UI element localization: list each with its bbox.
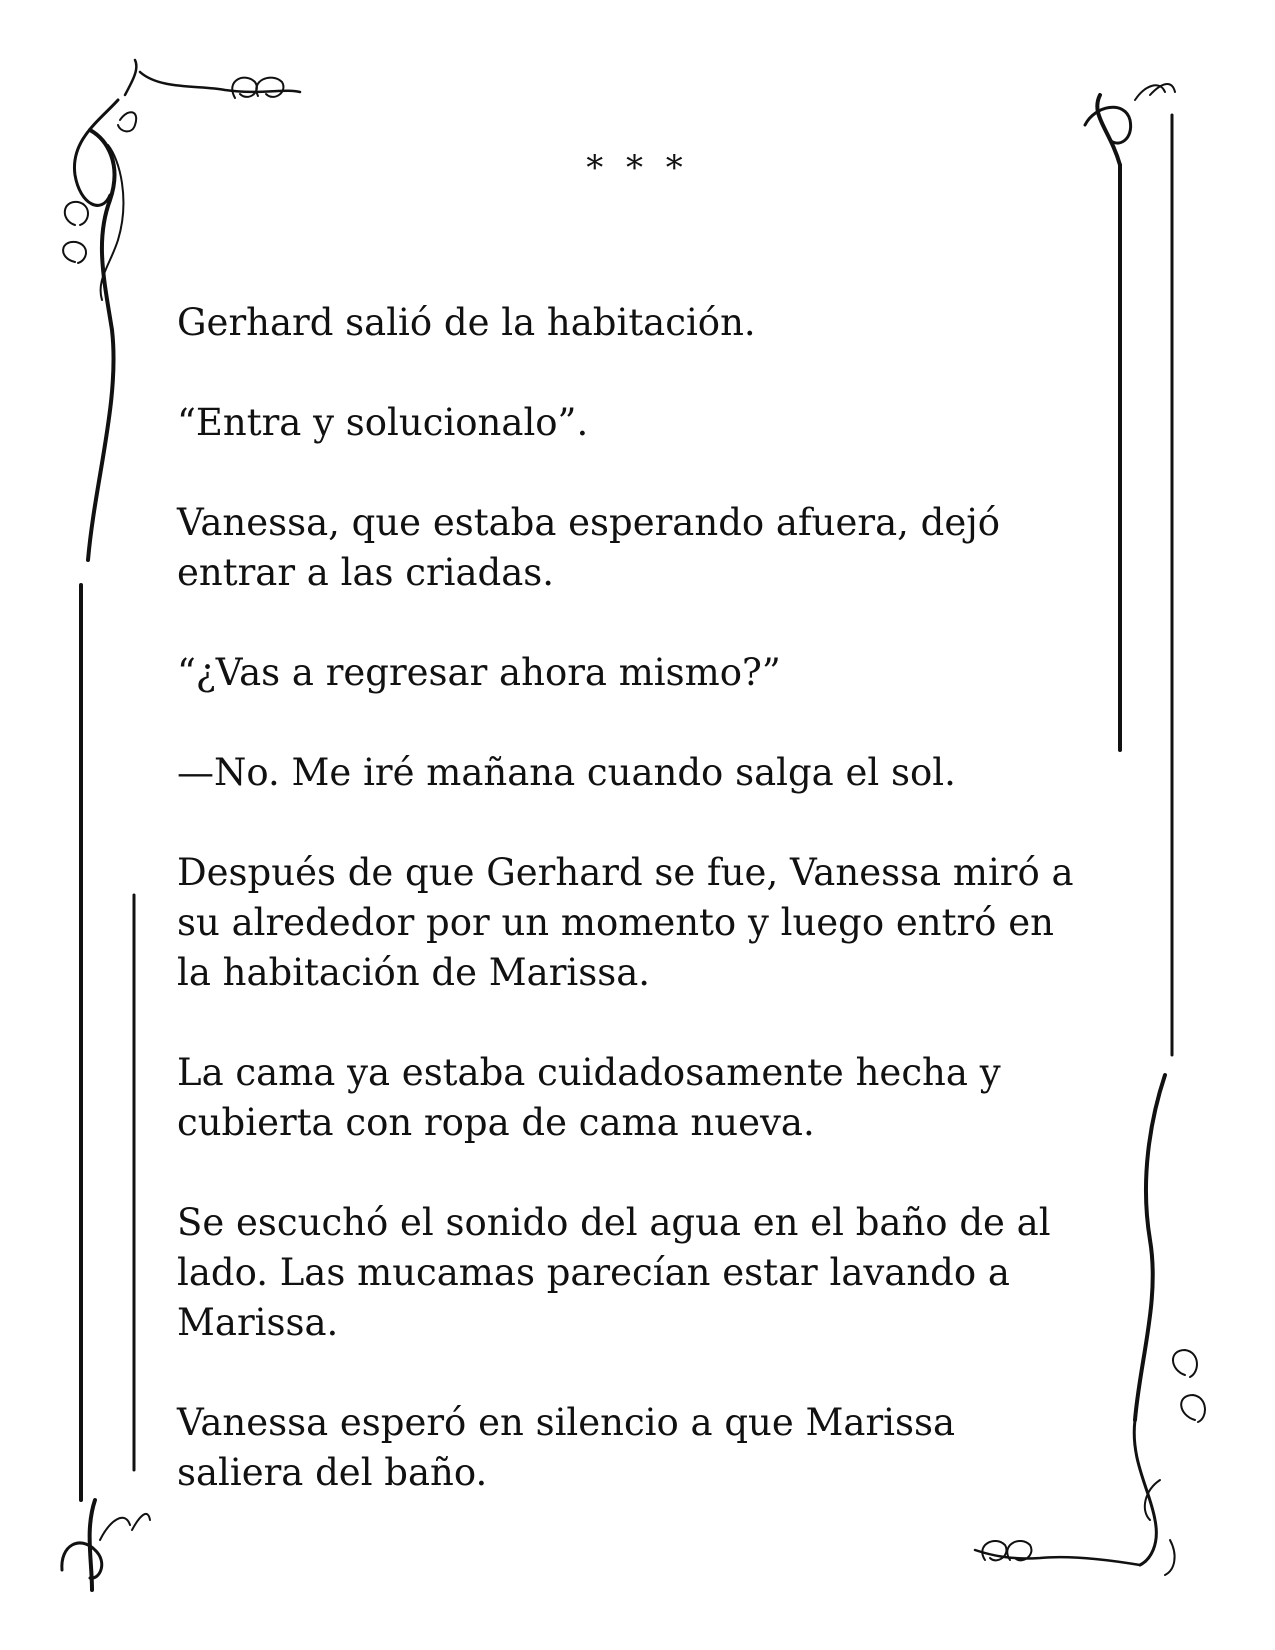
text-line: Marissa. [177,1301,339,1344]
text-line: Se escuchó el sonido del agua en el baño de al [177,1201,1051,1244]
paragraph [177,298,1112,348]
flourish-bottom-left-icon [62,1500,150,1590]
text-line: —No. Me iré mañana cuando salga el sol. [177,751,956,794]
paragraph [177,1198,1112,1348]
paragraph [177,498,1112,598]
text-line: entrar a las criadas. [177,551,555,594]
text-line: cubierta con ropa de cama nueva. [177,1101,815,1144]
text-line: “Entra y solucionalo”. [177,401,589,444]
scene-separator: * * * [586,148,689,188]
text-line: Después de que Gerhard se fue, Vanessa miró a [177,851,1074,894]
paragraph [177,1048,1112,1148]
paragraph [177,398,1112,448]
text-line: Vanessa, que estaba esperando afuera, dejó [177,501,1000,544]
text-line: la habitación de Marissa. [177,951,651,994]
paragraph [177,1398,1112,1498]
paragraph [177,848,1112,998]
text-line: Gerhard salió de la habitación. [177,301,756,344]
text-line: Vanessa esperó en silencio a que Marissa [177,1401,956,1444]
text-line: La cama ya estaba cuidadosamente hecha y [177,1051,1001,1094]
paragraph [177,648,1112,698]
paragraph [177,748,1112,798]
text-line: “¿Vas a regresar ahora mismo?” [177,651,781,694]
text-line: su alrededor por un momento y luego entró en [177,901,1054,944]
text-line: lado. Las mucamas parecían estar lavando a [177,1251,1010,1294]
text-line: saliera del baño. [177,1451,488,1494]
